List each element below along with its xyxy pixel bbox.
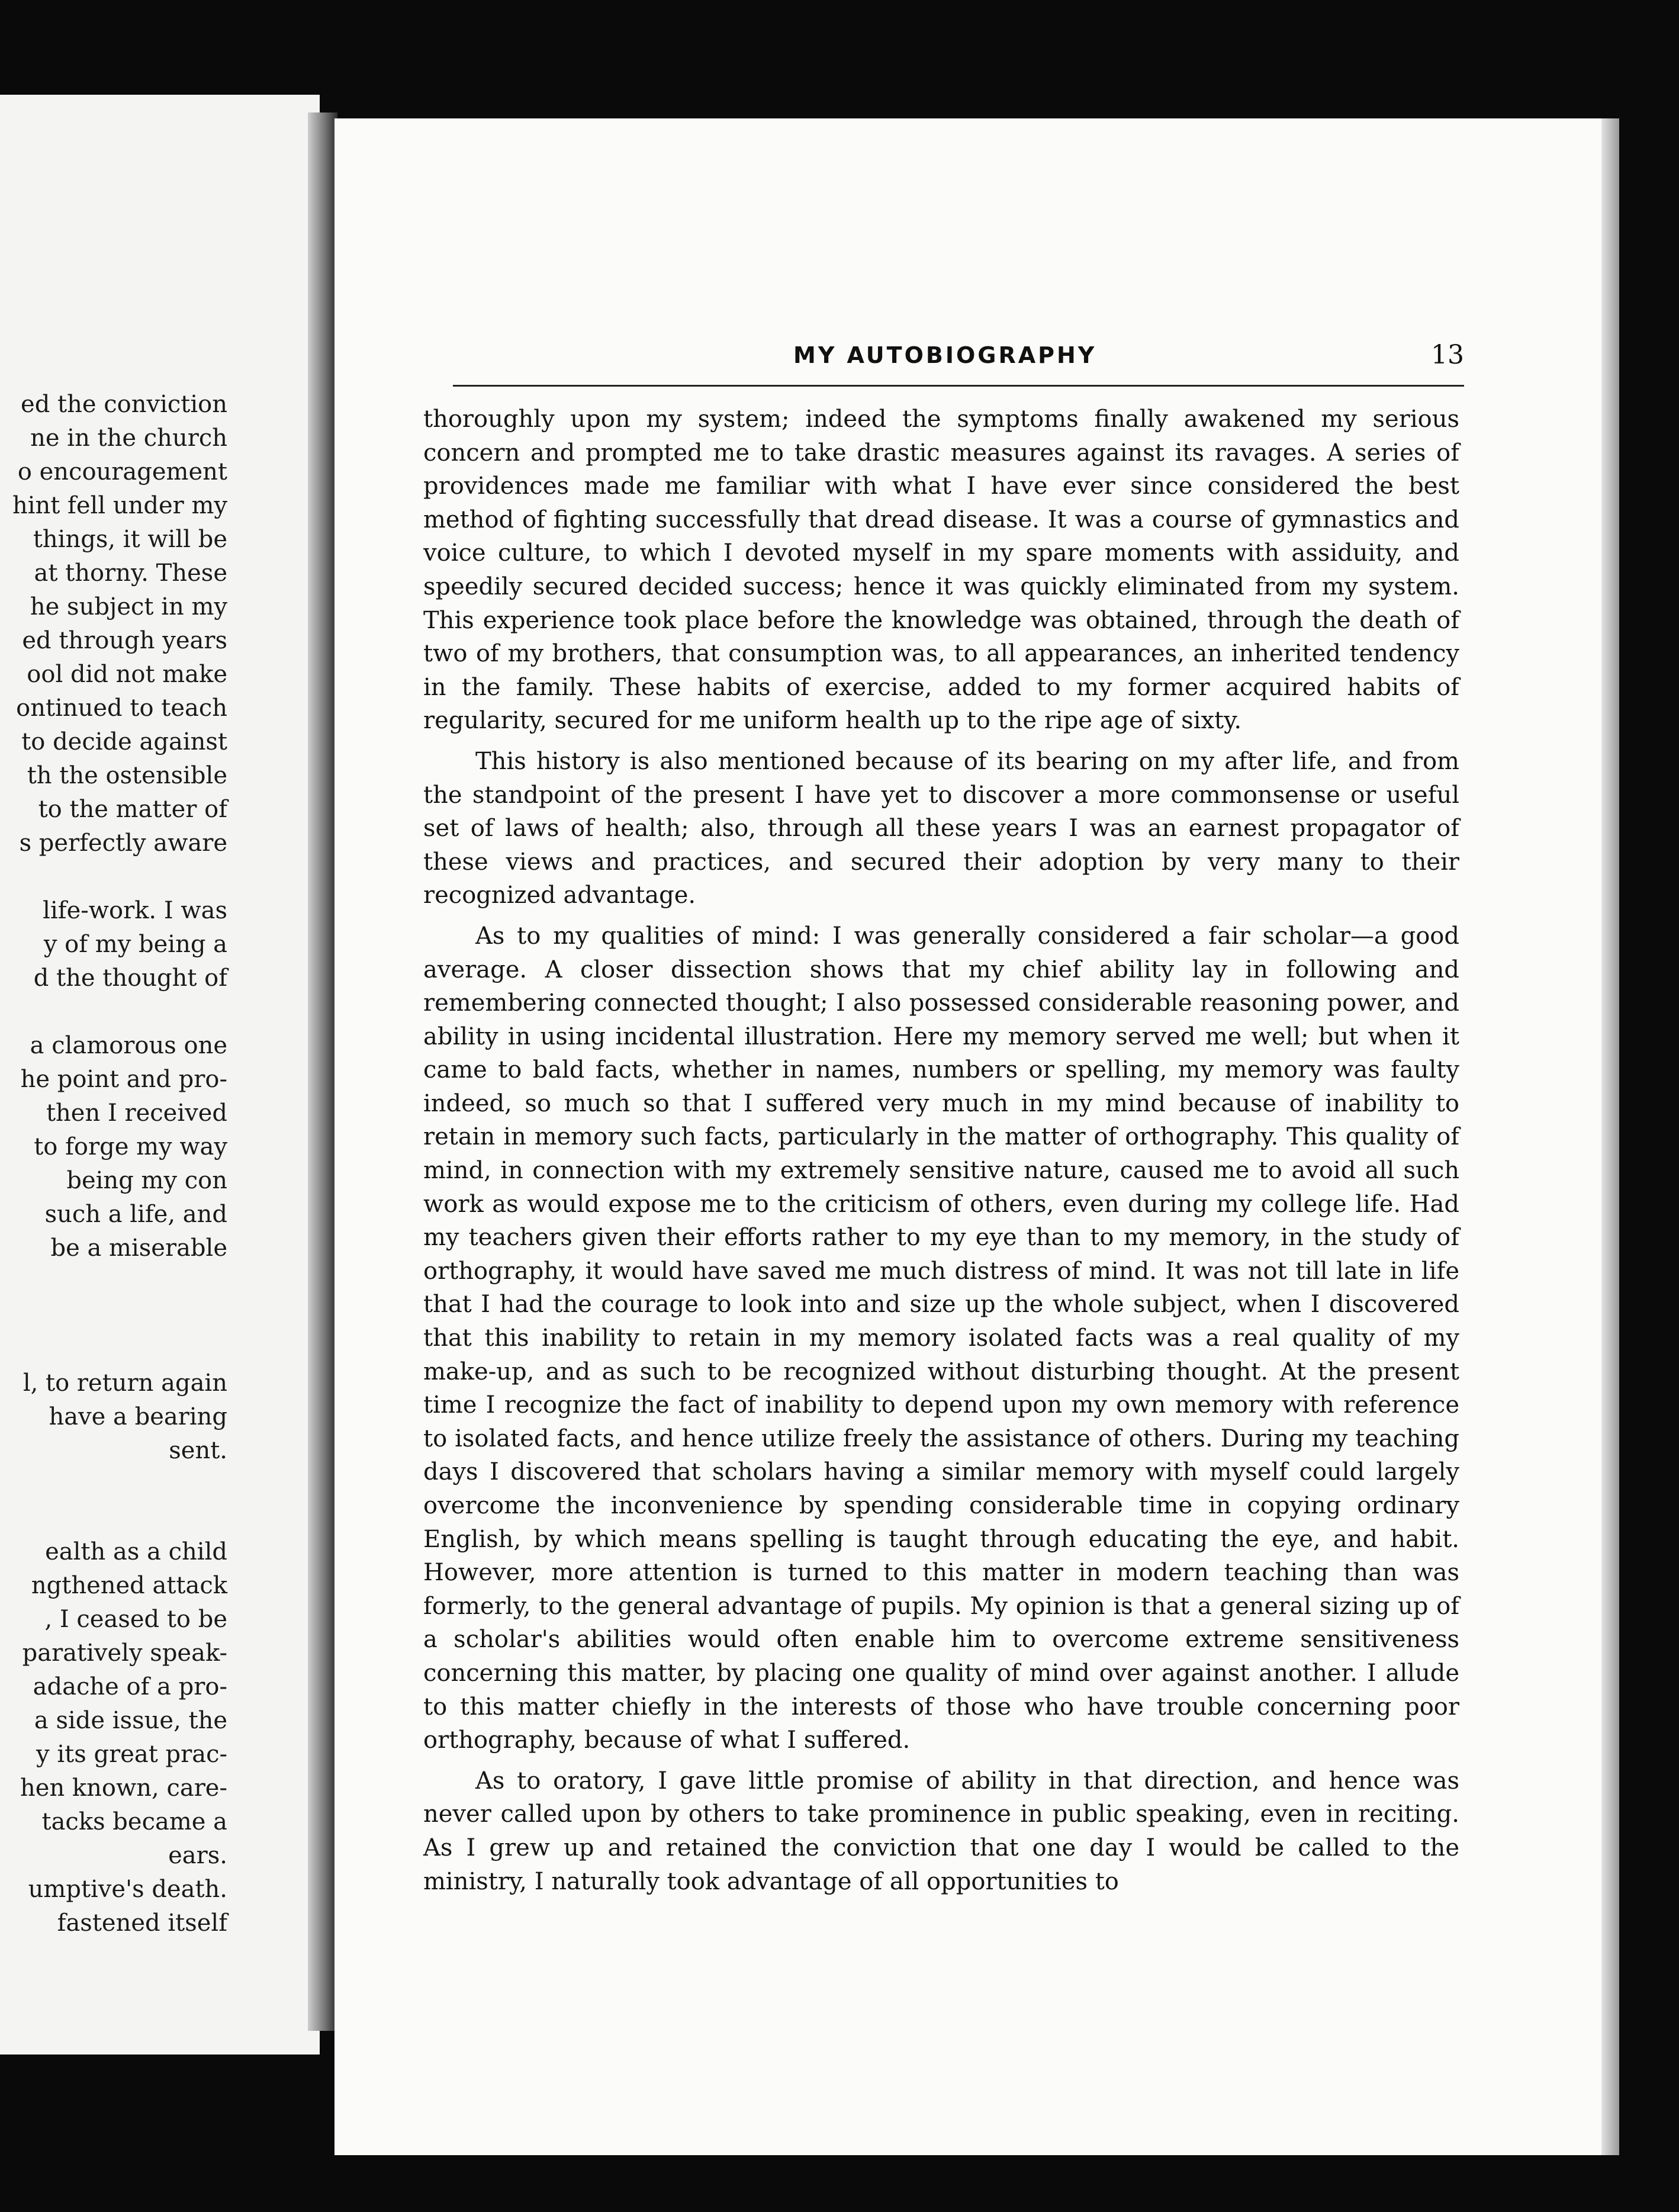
left-page-line: at thorny. These — [34, 560, 227, 587]
left-page-text — [0, 388, 227, 1940]
left-page-line: adache of a pro- — [33, 1673, 227, 1700]
left-page-line: s perfectly aware — [19, 830, 227, 857]
left-page-line: umptive's death. — [28, 1876, 227, 1903]
left-page-line: to the matter of — [38, 796, 227, 823]
left-page-line: ears. — [168, 1842, 227, 1869]
left-page-line: being my con — [66, 1167, 227, 1194]
left-page-line: hint fell under my — [12, 492, 227, 519]
paragraph: This history is also mentioned because of its bearing on my after life, and from the standpoint of the present I have yet to discover a more commonsense or useful set of laws of health; also, through all these years I was an earnest propagator of these views and practices, and secured their adoption by very many to their recognized advantage. — [423, 747, 1459, 909]
left-page-line: ool did not make — [27, 661, 227, 688]
left-page-line: fastened itself — [57, 1909, 227, 1937]
running-header — [453, 337, 1464, 379]
book-gutter-shadow — [308, 112, 337, 2031]
running-title: MY AUTOBIOGRAPHY — [793, 342, 1097, 368]
left-page-line: be a miserable — [50, 1234, 227, 1262]
page-number: 13 — [1431, 340, 1464, 370]
left-page-line: have a bearing — [49, 1403, 227, 1430]
left-page-line: o encouragement — [17, 458, 227, 486]
left-page-line: ed through years — [22, 627, 227, 654]
paragraph: As to oratory, I gave little promise of ability in that direction, and hence was never called upon by others to take prominence in public speaking, even in reciting. As I grew up and retained the conviction that one day I would be called to the ministry, I naturally took advantage of all opportunities to — [423, 1767, 1459, 1895]
left-page-line: to decide against — [21, 728, 227, 755]
line-gap — [0, 1468, 227, 1502]
left-page-line: then I received — [46, 1099, 227, 1127]
paragraph: thoroughly upon my system; indeed the symptoms finally awakened my serious concern and prompted me to take drastic measures against its ravages. A series of providences made me familiar with what I have ever since considered the best method of fighting successfully that dread disease. It was a course of gymnastics and voice culture, to which I devoted myself in my spare moments with assiduity, and speedily secured decided success; hence it was quickly eliminated from my system. This experience took place before the knowledge was obtained, through the death of two of my brothers, that consumption was, to all appearances, an inherited tendency in the family. These habits of exercise, added to my former acquired habits of regularity, secured for me uniform health up to the ripe age of sixty. — [423, 406, 1459, 735]
left-page-line: ontinued to teach — [16, 695, 227, 722]
left-page-line: ed the conviction — [21, 391, 227, 418]
paragraph: As to my qualities of mind: I was generally considered a fair scholar—a good average. A closer dissection shows that my chief ability lay in following and remembering connected thought; I also possessed considerable reasoning power, and ability in using incidental illustration. Here my memory served me well; but when it came to bald facts, whether in names, numbers or spelling, my memory was faulty indeed, so much so that I suffered very much in my mind because of inability to retain in memory such facts, particularly in the matter of orthography. This quality of mind, in connection with my extremely sensitive nature, caused me to avoid all such work as would expose me to the criticism of others, even during my college life. Had my teachers given their efforts rather to my eye than to my memory, in the study of orthography, it would have saved me much distress of mind. It was not till late in life that I had the courage to look into and size up the whole subject, when I discovered that this inability to retain in my memory isolated facts was a real quality of my make-up, and as such to be recognized without disturbing thought. At the present time I recognize the fact of inability to depend upon my own memory with reference to isolated facts, and hence utilize freely the assistance of others. During my teaching days I discovered that scholars having a similar memory with myself could largely overcome the inconvenience by spending considerable time in copying ordinary English, by which means spelling is taught through educating the eye, and habit. However, more attention is turned to this matter in modern teaching than was formerly, to the general advantage of pupils. My opinion is that a general sizing up of a scholar's abilities would often enable him to overcome extreme sensitiveness concerning this matter, by placing one quality of mind over against another. I allude to this matter chiefly in the interests of those who have trouble concerning poor orthography, because of what I suffered. — [423, 922, 1459, 1754]
page-edge — [1601, 118, 1619, 2155]
left-page-line: ngthened attack — [31, 1572, 227, 1599]
left-page-line: l, to return again — [22, 1369, 227, 1397]
left-page-line: he subject in my — [30, 593, 227, 620]
left-page-line: paratively speak- — [22, 1639, 227, 1667]
line-gap — [0, 860, 227, 894]
left-page-line: th the ostensible — [27, 762, 227, 789]
left-page-line: , I ceased to be — [44, 1606, 227, 1633]
left-page-line: a clamorous one — [30, 1032, 227, 1059]
body-text — [423, 403, 1459, 1905]
left-page-line: ealth as a child — [45, 1538, 227, 1565]
left-page-line: y its great prac- — [36, 1741, 227, 1768]
line-gap — [0, 1502, 227, 1535]
left-page-line: tacks became a — [41, 1808, 227, 1835]
left-page-line: ne in the church — [30, 425, 227, 452]
line-gap — [0, 995, 227, 1029]
left-page-line: such a life, and — [44, 1201, 227, 1228]
left-page-line: d the thought of — [33, 964, 227, 992]
left-page-line: to forge my way — [34, 1133, 227, 1160]
left-page-line: y of my being a — [43, 931, 227, 958]
left-page-line: sent. — [169, 1437, 227, 1464]
left-page-line: things, it will be — [33, 526, 227, 553]
left-page-line: hen known, care- — [20, 1774, 227, 1802]
line-gap — [0, 1265, 227, 1299]
left-page-line: he point and pro- — [20, 1066, 227, 1093]
left-page-line: life-work. I was — [43, 897, 227, 924]
line-gap — [0, 1333, 227, 1367]
header-rule — [453, 385, 1464, 387]
line-gap — [0, 1299, 227, 1333]
left-page-line: a side issue, the — [34, 1707, 227, 1734]
